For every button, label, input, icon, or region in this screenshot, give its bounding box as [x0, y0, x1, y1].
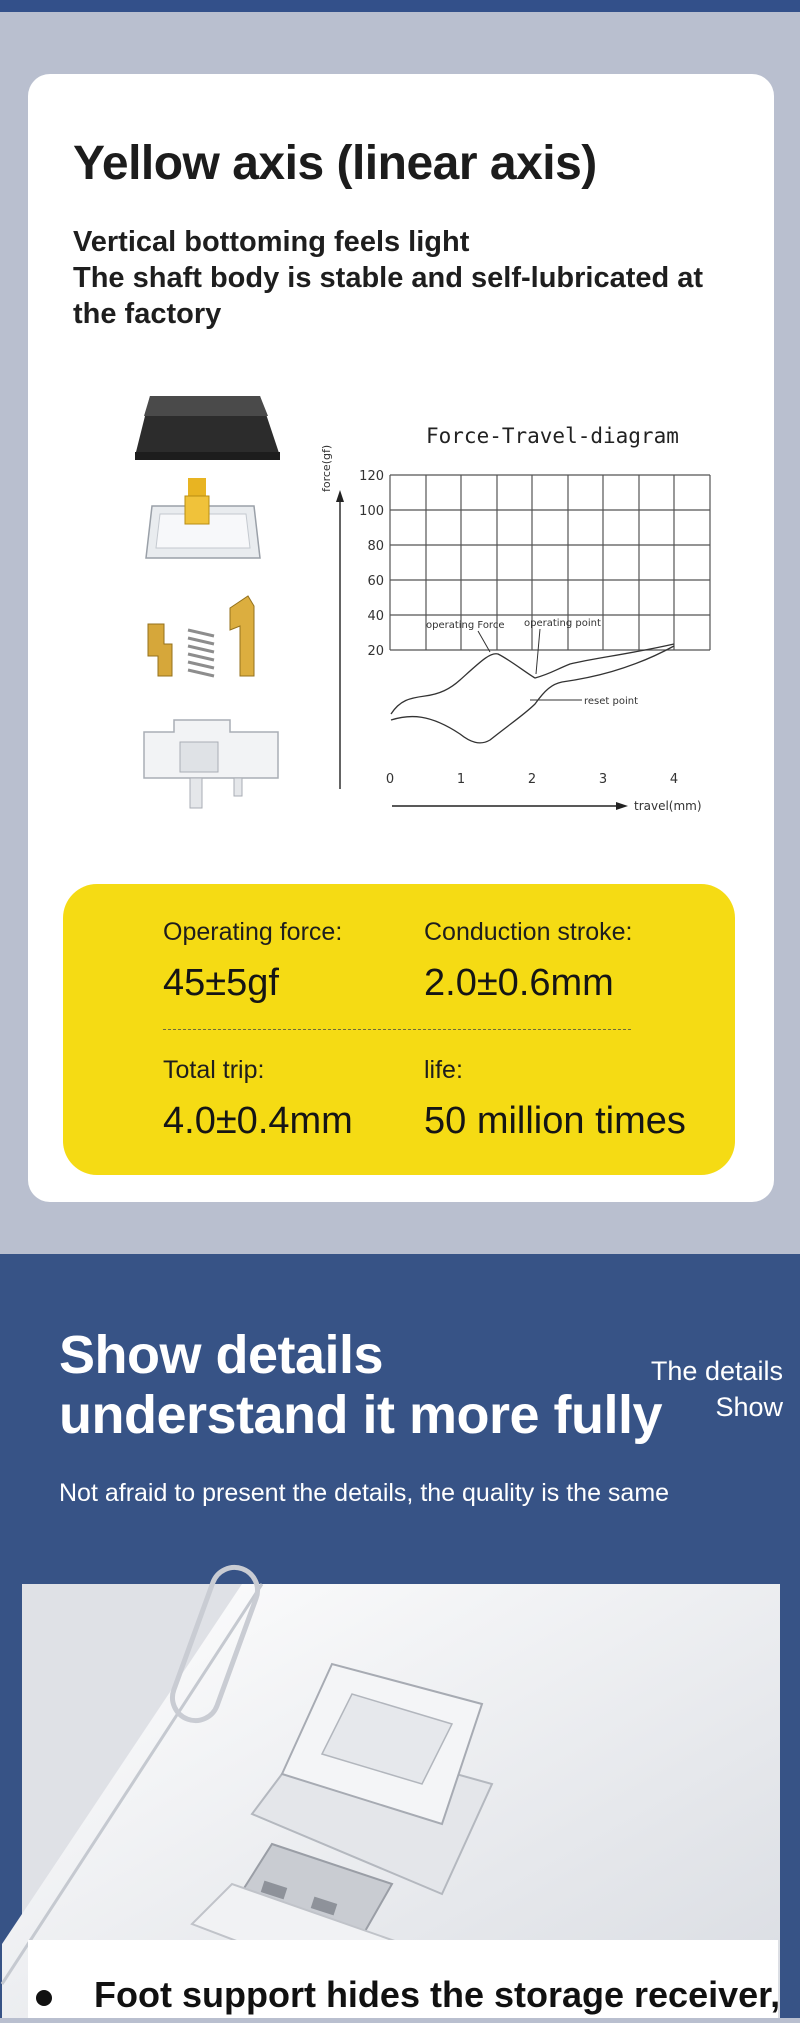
x-axis-label: travel(mm) — [634, 799, 702, 813]
spec-panel — [63, 884, 735, 1175]
y-tick-80: 80 — [367, 539, 384, 554]
subtitle-line-3: the factory — [73, 298, 222, 330]
page-title: Yellow axis (linear axis) — [73, 137, 597, 190]
x-tick-4: 4 — [669, 772, 679, 787]
switch-spring-contacts-image — [148, 596, 254, 676]
switch-info-card — [28, 74, 774, 1202]
total-trip-value: 4.0±0.4mm — [163, 1100, 353, 1142]
details-side-label-1: The details — [650, 1356, 783, 1386]
y-tick-60: 60 — [367, 574, 384, 589]
annotation-operating-point: operating point — [524, 618, 601, 629]
switch-top-housing-image — [146, 478, 260, 558]
y-axis-label: force(gf) — [320, 444, 333, 492]
y-tick-100: 100 — [359, 504, 384, 519]
subtitle-line-2: The shaft body is stable and self-lubricated at — [73, 262, 704, 294]
conduction-stroke-value: 2.0±0.6mm — [424, 962, 614, 1004]
x-axis-arrow-icon — [616, 802, 628, 810]
bullet-dot-icon — [36, 1990, 52, 2006]
total-trip-label: Total trip: — [163, 1056, 265, 1084]
details-heading-line-2: understand it more fully — [59, 1385, 663, 1445]
switch-bottom-housing-image — [144, 720, 278, 808]
annotation-reset-point: reset point — [584, 696, 639, 707]
life-value: 50 million times — [424, 1100, 686, 1142]
x-tick-2: 2 — [527, 772, 537, 787]
details-heading-line-1: Show details — [59, 1325, 384, 1385]
annotation-leader-line — [478, 631, 490, 652]
annotation-operating-force: operating Force — [426, 620, 505, 631]
force-travel-diagram — [320, 414, 730, 824]
x-tick-0: 0 — [385, 772, 395, 787]
diagram-title: Force-Travel-diagram — [426, 424, 679, 448]
switch-exploded-illustration — [130, 386, 300, 826]
details-side-label-2: Show — [715, 1392, 783, 1422]
annotation-leader-line — [536, 629, 540, 674]
details-description: Not afraid to present the details, the quality is the same — [59, 1479, 670, 1507]
spec-divider — [163, 1029, 631, 1030]
y-tick-120: 120 — [359, 469, 384, 484]
y-tick-20: 20 — [367, 644, 384, 659]
y-tick-40: 40 — [367, 609, 384, 624]
keycap-image — [135, 396, 280, 460]
x-tick-3: 3 — [598, 772, 608, 787]
operating-force-label: Operating force: — [163, 918, 343, 946]
feature-bullet-text: Foot support hides the storage receiver, — [94, 1974, 781, 2015]
conduction-stroke-label: Conduction stroke: — [424, 918, 633, 946]
life-label: life: — [424, 1056, 463, 1084]
operating-force-value: 45±5gf — [163, 962, 279, 1004]
x-tick-1: 1 — [456, 772, 466, 787]
subtitle-line-1: Vertical bottoming feels light — [73, 226, 470, 258]
y-axis-arrow-icon — [336, 490, 344, 502]
top-accent-bar — [0, 0, 800, 12]
